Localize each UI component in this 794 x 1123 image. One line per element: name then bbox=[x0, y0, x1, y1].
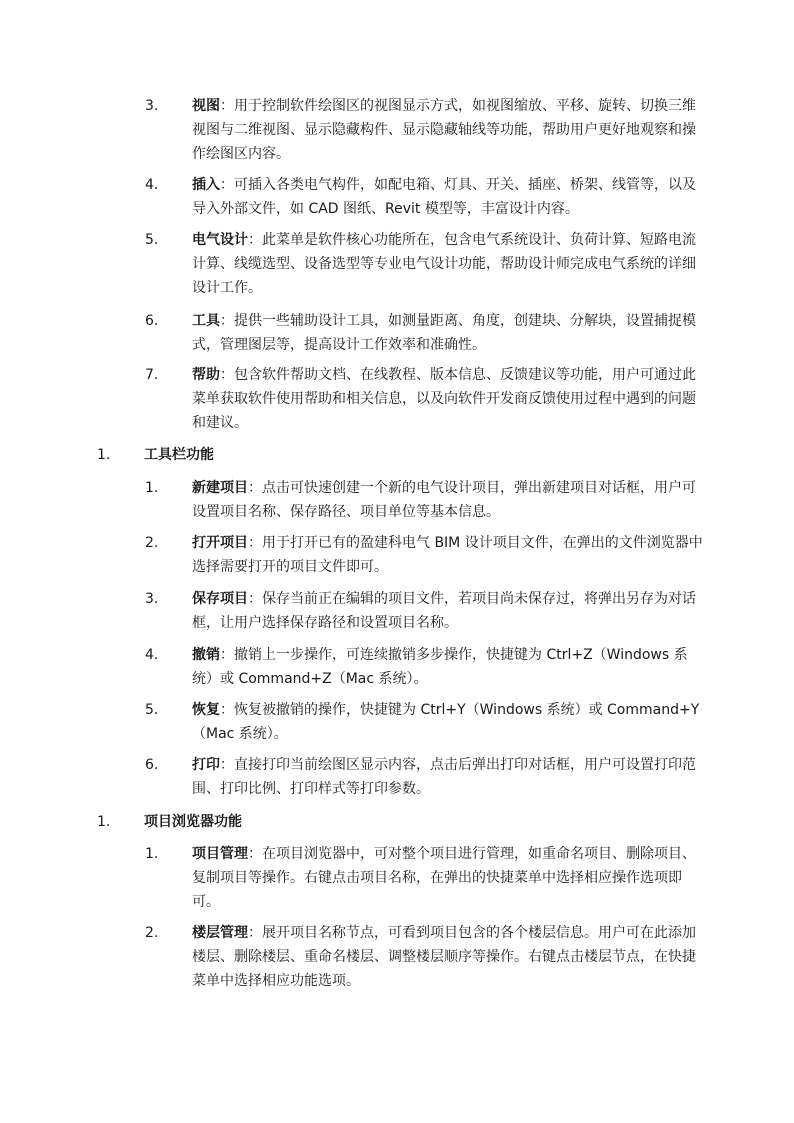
item-term: 电气设计 bbox=[192, 232, 248, 248]
item-number: 7. bbox=[145, 367, 159, 383]
list-item bbox=[145, 921, 705, 993]
list-item bbox=[145, 228, 705, 300]
list-item bbox=[145, 363, 705, 435]
item-term: 打开项目 bbox=[192, 535, 248, 551]
item-term: 恢复 bbox=[192, 702, 220, 718]
list-item bbox=[145, 531, 705, 579]
item-text: ：在项目浏览器中，可对整个项目进行管理，如重命名项目、删除项目、复制项目等操作。右键点击项目名称，在弹出的快捷菜单中选择相应操作选项即可。 bbox=[192, 846, 696, 910]
item-term: 项目管理 bbox=[192, 846, 248, 862]
item-number: 4. bbox=[145, 647, 159, 663]
item-text: ：恢复被撤销的操作，快捷键为 Ctrl+Y（Windows 系统）或 Command+Y（Mac 系统）。 bbox=[192, 702, 700, 742]
item-number: 3. bbox=[145, 98, 159, 114]
list-item bbox=[145, 842, 705, 914]
item-text: ：用于打开已有的盈建科电气 BIM 设计项目文件，在弹出的文件浏览器中选择需要打开的项目文件即可。 bbox=[192, 535, 703, 575]
item-text: ：提供一些辅助设计工具，如测量距离、角度，创建块、分解块，设置捕捉模式，管理图层等，提高设计工作效率和准确性。 bbox=[192, 313, 696, 353]
list-item bbox=[145, 753, 705, 801]
list-item bbox=[145, 587, 705, 635]
item-number: 2. bbox=[145, 925, 159, 941]
item-term: 视图 bbox=[192, 98, 220, 114]
item-term: 工具 bbox=[192, 313, 220, 329]
section-title: 工具栏功能 bbox=[144, 447, 214, 463]
item-number: 1. bbox=[145, 846, 159, 862]
item-number: 5. bbox=[145, 232, 159, 248]
section-number: 1. bbox=[97, 447, 111, 463]
item-number: 6. bbox=[145, 313, 159, 329]
list-item bbox=[145, 94, 705, 166]
item-text: ：点击可快速创建一个新的电气设计项目，弹出新建项目对话框，用户可设置项目名称、保存路径、项目单位等基本信息。 bbox=[192, 480, 696, 520]
item-number: 5. bbox=[145, 702, 159, 718]
list-item bbox=[145, 173, 705, 221]
item-term: 打印 bbox=[192, 757, 220, 773]
item-term: 保存项目 bbox=[192, 591, 248, 607]
section-heading-browser bbox=[97, 810, 697, 834]
list-item bbox=[145, 698, 705, 746]
section-heading-toolbar bbox=[97, 443, 697, 467]
item-number: 6. bbox=[145, 757, 159, 773]
item-text: ：用于控制软件绘图区的视图显示方式，如视图缩放、平移、旋转、切换三维视图与二维视图、显示隐藏构件、显示隐藏轴线等功能，帮助用户更好地观察和操作绘图区内容。 bbox=[192, 98, 696, 162]
item-number: 1. bbox=[145, 480, 159, 496]
item-text: ：此菜单是软件核心功能所在，包含电气系统设计、负荷计算、短路电流计算、线缆选型、设备选型等专业电气设计功能，帮助设计师完成电气系统的详细设计工作。 bbox=[192, 232, 696, 296]
section-title: 项目浏览器功能 bbox=[144, 814, 242, 830]
item-term: 撤销 bbox=[192, 647, 220, 663]
item-term: 楼层管理 bbox=[192, 925, 248, 941]
list-item bbox=[145, 476, 705, 524]
item-text: ：直接打印当前绘图区显示内容，点击后弹出打印对话框，用户可设置打印范围、打印比例、打印样式等打印参数。 bbox=[192, 757, 696, 797]
item-text: ：展开项目名称节点，可看到项目包含的各个楼层信息。用户可在此添加楼层、删除楼层、重命名楼层、调整楼层顺序等操作。右键点击楼层节点，在快捷菜单中选择相应功能选项。 bbox=[192, 925, 696, 989]
section-number: 1. bbox=[97, 814, 111, 830]
item-number: 4. bbox=[145, 177, 159, 193]
list-item bbox=[145, 309, 705, 357]
item-text: ：可插入各类电气构件，如配电箱、灯具、开关、插座、桥架、线管等，以及导入外部文件，如 CAD 图纸、Revit 模型等，丰富设计内容。 bbox=[192, 177, 696, 217]
item-text: ：撤销上一步操作，可连续撤销多步操作，快捷键为 Ctrl+Z（Windows 系统）或 Command+Z（Mac 系统）。 bbox=[192, 647, 688, 687]
item-term: 插入 bbox=[192, 177, 220, 193]
item-text: ：包含软件帮助文档、在线教程、版本信息、反馈建议等功能，用户可通过此菜单获取软件使用帮助和相关信息，以及向软件开发商反馈使用过程中遇到的问题和建议。 bbox=[192, 367, 696, 431]
item-number: 3. bbox=[145, 591, 159, 607]
item-term: 帮助 bbox=[192, 367, 220, 383]
list-item bbox=[145, 643, 705, 691]
item-text: ：保存当前正在编辑的项目文件，若项目尚未保存过，将弹出另存为对话框，让用户选择保存路径和设置项目名称。 bbox=[192, 591, 696, 631]
item-number: 2. bbox=[145, 535, 159, 551]
item-term: 新建项目 bbox=[192, 480, 248, 496]
